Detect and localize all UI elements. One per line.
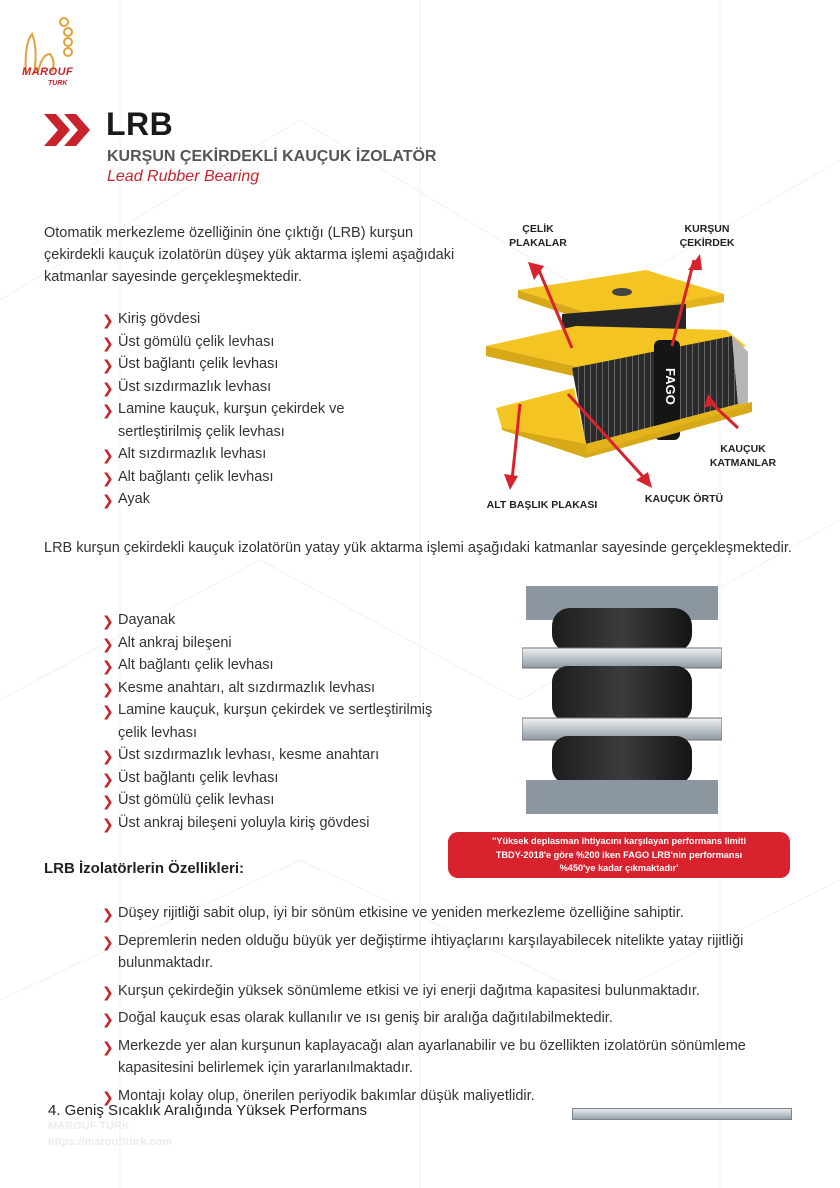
performance-badge [448, 832, 790, 878]
bullet-chevron-icon: ❯ [102, 680, 114, 697]
stacked-bearing-image [522, 586, 722, 814]
bullet-chevron-icon: ❯ [102, 770, 114, 787]
page-subtitle-english: Lead Rubber Bearing [107, 168, 260, 185]
list-item: ❯ Alt bağlantı çelik levhası [102, 654, 442, 677]
chevron-double-icon [42, 112, 96, 148]
bullet-chevron-icon: ❯ [102, 402, 114, 418]
list-item: ❯ Ayak [102, 488, 432, 511]
list-item: ❯ Üst bağlantı çelik levhası [102, 353, 432, 376]
steel-plate-image [572, 1108, 792, 1120]
badge-line: %450'ye kadar çıkmaktadır' [559, 863, 679, 873]
bullet-chevron-icon: ❯ [102, 1038, 114, 1055]
horizontal-layer-list [102, 609, 442, 834]
bullet-chevron-icon: ❯ [102, 379, 114, 396]
list-item: ❯ Üst sızdırmazlık levhası, kesme anahtarı [102, 744, 442, 767]
list-item: ❯ Üst gömülü çelik levhası [102, 789, 442, 812]
list-item: ❯ Alt bağlantı çelik levhası [102, 466, 432, 489]
bullet-chevron-icon: ❯ [102, 793, 114, 809]
bullet-chevron-icon: ❯ [102, 748, 114, 764]
logo-name: MAROUF [22, 66, 74, 78]
label-rubber-layers: KAUÇUK KATMANLAR [709, 443, 777, 469]
list-item: ❯ Üst sızdırmazlık levhası [102, 376, 432, 399]
horizontal-paragraph: LRB kurşun çekirdekli kauçuk izolatörün yatay yük aktarma işlemi aşağıdaki katmanlar sayesinde gerçekleşmektedir. [44, 540, 792, 556]
bullet-chevron-icon: ❯ [102, 933, 114, 950]
bearing-cutaway-diagram [476, 218, 796, 518]
bullet-chevron-icon: ❯ [102, 906, 114, 922]
bullet-chevron-icon: ❯ [102, 815, 114, 832]
intro-paragraph: Otomatik merkezleme özelliğinin öne çıktığı (LRB) kurşun çekirdekli kauçuk izolatörün düşey yük aktarma işlemi aşağıdaki katmanlar sayesinde gerçekleşmektedir. [44, 225, 455, 285]
list-item: ❯ Kesme anahtarı, alt sızdırmazlık levhası [102, 677, 442, 700]
list-item: ❯ Üst bağlantı çelik levhası [102, 767, 442, 790]
label-steel-plates: ÇELİK PLAKALAR [509, 223, 567, 249]
logo-sub: TURK [48, 80, 68, 87]
list-item: ❯ Montajı kolay olup, önerilen periyodik bakımlar düşük maliyetlidir. [102, 1085, 822, 1108]
list-item: ❯ Dayanak [102, 609, 442, 632]
bullet-chevron-icon: ❯ [102, 1011, 114, 1027]
bullet-chevron-icon: ❯ [102, 658, 114, 674]
bullet-chevron-icon: ❯ [102, 312, 114, 328]
list-item: ❯ Üst ankraj bileşeni yoluyla kiriş gövdesi [102, 812, 442, 835]
bullet-chevron-icon: ❯ [102, 492, 114, 508]
bullet-chevron-icon: ❯ [102, 334, 114, 351]
list-item: ❯ Alt sızdırmazlık levhası [102, 443, 432, 466]
features-list [102, 902, 822, 1112]
feature-heading-4: 4. Geniş Sıcaklık Aralığında Yüksek Performans [48, 1102, 368, 1119]
bullet-chevron-icon: ❯ [102, 613, 114, 629]
bullet-chevron-icon: ❯ [102, 703, 114, 719]
list-item: ❯ Lamine kauçuk, kurşun çekirdek ve sertleştirilmiş çelik levhası [102, 401, 345, 440]
list-item: ❯ Merkezde yer alan kurşunun kaplayacağı alan ayarlanabilir ve bu özellikten izolatörün sönümleme kapasitesini belirlemek için yararlanılmaktadır. [102, 1037, 746, 1076]
list-item: ❯ Kiriş gövdesi [102, 308, 432, 331]
core-brand-text: FAGO [663, 368, 678, 405]
list-item: ❯ Depremlerin neden olduğu büyük yer değiştirme ihtiyaçlarını karşılayabilecek nitelikte yatay rijitliği bulunmaktadır. [102, 932, 744, 971]
page-title: LRB [106, 106, 174, 142]
list-item: ❯ Lamine kauçuk, kurşun çekirdek ve sertleştirilmiş çelik levhası [102, 702, 433, 741]
bullet-chevron-icon: ❯ [102, 447, 114, 463]
label-rubber-cover: KAUÇUK ÖRTÜ [644, 493, 724, 505]
features-heading: LRB İzolatörlerin Özellikleri: [44, 860, 245, 877]
list-item: ❯ Alt ankraj bileşeni [102, 632, 442, 655]
bullet-chevron-icon: ❯ [102, 1088, 114, 1105]
label-bottom-plate: ALT BAŞLIK PLAKASI [486, 499, 598, 511]
vertical-layer-list [102, 308, 432, 511]
list-item: ❯ Doğal kauçuk esas olarak kullanılır ve ısı geniş bir aralığa dağıtılabilmektedir. [102, 1007, 822, 1030]
watermark: MAROUF TURK https://marouftturk.com [48, 1120, 173, 1148]
bullet-chevron-icon: ❯ [102, 357, 114, 373]
list-item: ❯ Üst gömülü çelik levhası [102, 331, 432, 354]
bullet-chevron-icon: ❯ [102, 983, 114, 1000]
badge-line: ''Yüksek deplasman ihtiyacını karşılayan performans limiti [491, 836, 747, 846]
list-item: ❯ Düşey rijitliği sabit olup, iyi bir sönüm etkisine ve yeniden merkezleme özelliğine sahiptir. [102, 902, 822, 925]
bullet-chevron-icon: ❯ [102, 635, 114, 652]
label-lead-core: KURŞUN ÇEKİRDEK [679, 223, 735, 249]
badge-line: TBDY-2018'e göre %200 iken FAGO LRB'nin performansı [495, 849, 743, 860]
bullet-chevron-icon: ❯ [102, 469, 114, 486]
list-item: ❯ Kurşun çekirdeğin yüksek sönümleme etkisi ve iyi enerji dağıtma kapasitesi bulunmaktadır. [102, 980, 822, 1003]
page-subtitle: KURŞUN ÇEKİRDEKLİ KAUÇUK İZOLATÖR [107, 148, 437, 165]
